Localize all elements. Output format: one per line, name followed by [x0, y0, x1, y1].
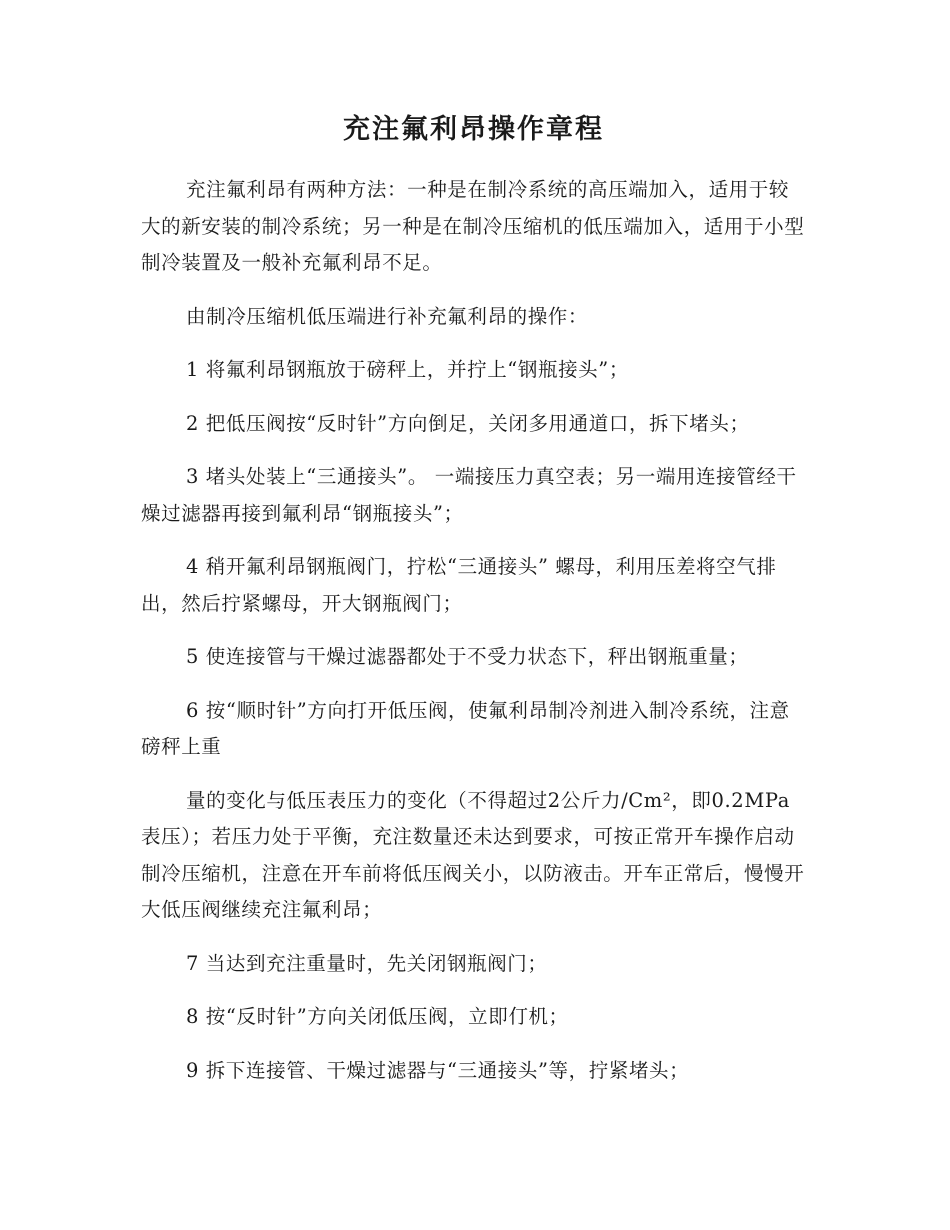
step-9: 9 拆下连接管、干燥过滤器与“三通接头”等，拧紧堵头；: [186, 1058, 690, 1082]
intro-paragraph: 充注氟利昂有两种方法：一种是在制冷系统的高压端加入，适用于较大的新安装的制冷系统；另一种是在制冷压缩机的低压端加入，适用于小型制冷装置及一般补充氟利昂不足。: [141, 178, 805, 274]
document-title: 充注氟利昂操作章程: [343, 114, 604, 145]
step-6: 6 按“顺时针”方向打开低压阀，使氟利昂制冷剂进入制冷系统，注意磅秤上重: [141, 698, 790, 758]
step-2: 2 把低压阀按“反时针”方向倒足，关闭多用通道口，拆下堵头；: [186, 411, 750, 435]
step-5: 5 使连接管与干燥过滤器都处于不受力状态下，秤出钢瓶重量；: [186, 645, 749, 668]
subheading-paragraph: 由制冷压缩机低压端进行补充氟利昂的操作：: [186, 304, 589, 328]
step-6-continued: 量的变化与低压表压力的变化（不得超过2公斤力/Cm²，即0.2MPa表压）；若压力处于平衡，充注数量还未达到要求，可按正常开车操作启动制冷压缩机，注意在开车前将低压阀关小，以防液击。开车正常后，慢慢开大低压阀继续充注氟利昂；: [141, 788, 805, 921]
document-page: [141, 110, 806, 1106]
step-3: 3 堵头处装上“三通接头”。 一端接压力真空表；另一端用连接管经干燥过滤器再接到氟利昂“钢瓶接头”；: [141, 465, 797, 525]
step-1: 1 将氟利昂钢瓶放于磅秤上，并拧上“钢瓶接头”；: [186, 358, 629, 381]
step-4: 4 稍开氟利昂钢瓶阀门，拧松“三通接头” 螺母，利用压差将空气排出，然后拧紧螺母，开大钢瓶阀门；: [141, 555, 777, 615]
step-8: 8 按“反时针”方向关闭低压阀，立即仃机；: [186, 1005, 569, 1028]
step-7: 7 当达到充注重量时，先关闭钢瓶阀门；: [186, 951, 548, 975]
